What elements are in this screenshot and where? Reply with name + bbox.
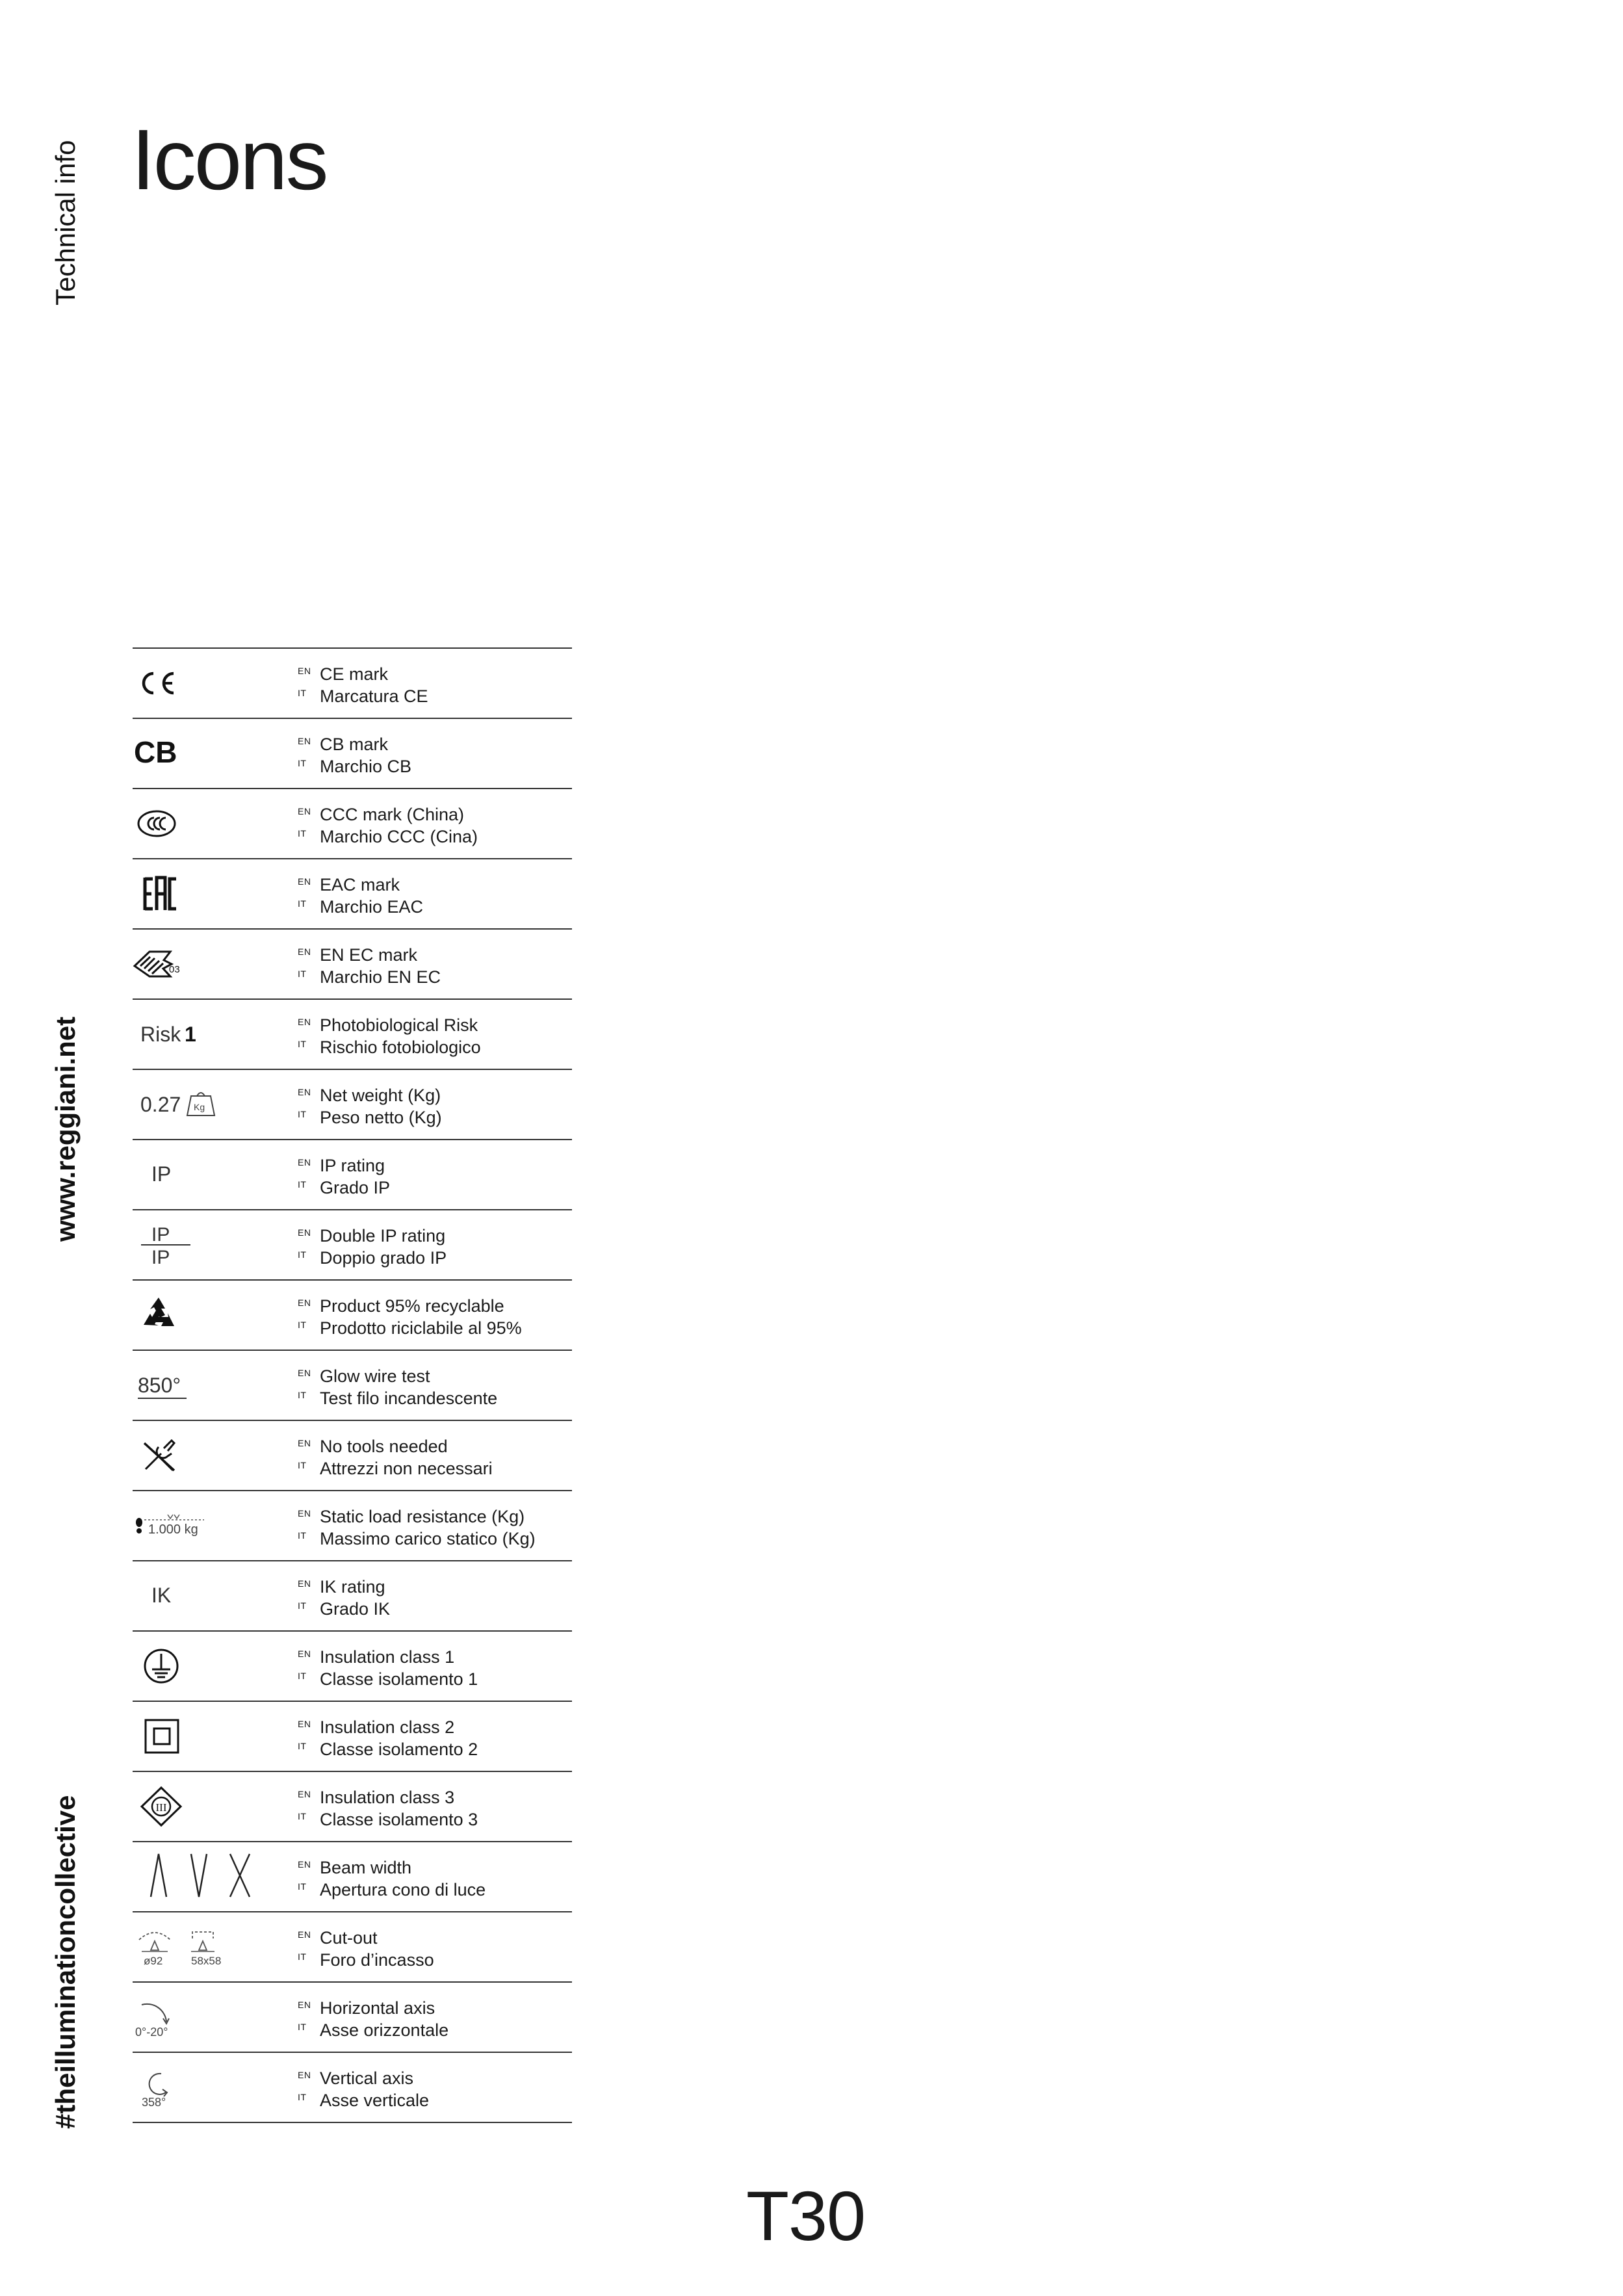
horizontal-axis-icon xyxy=(133,1983,289,2052)
svg-text:0.27: 0.27 xyxy=(140,1093,181,1116)
double-ip-icon xyxy=(133,1210,289,1279)
svg-text:ø92: ø92 xyxy=(144,1955,163,1967)
en-description: CB mark xyxy=(320,735,389,754)
en-description: No tools needed xyxy=(320,1437,448,1456)
it-description: Apertura cono di luce xyxy=(320,1880,486,1899)
legend-row: 850° EN Glow wire test IT Test filo incandescente xyxy=(133,1351,572,1421)
legend-row: 0.27 Kg EN Net weight (Kg) IT Peso netto (Kg) xyxy=(133,1070,572,1140)
legend-row: ø92 58x58 EN Cut-out IT Foro d’incasso xyxy=(133,1912,572,1983)
svg-text:III: III xyxy=(155,1801,167,1814)
ik-icon xyxy=(133,1561,289,1630)
weight-icon xyxy=(133,1070,289,1139)
svg-text:850°: 850° xyxy=(138,1374,181,1397)
svg-text:58x58: 58x58 xyxy=(191,1955,222,1967)
legend-row: 0°-20° EN Horizontal axis IT Asse orizzontale xyxy=(133,1983,572,2053)
page-number: T30 xyxy=(746,2176,866,2255)
en-description: Insulation class 3 xyxy=(320,1788,455,1807)
sidebar-section-label: Technical info xyxy=(50,140,81,306)
svg-text:Risk: Risk xyxy=(140,1023,181,1046)
legend-row: 1.000 kg EN Static load resistance (Kg) IT Massimo carico statico (Kg) xyxy=(133,1491,572,1561)
it-description: Asse orizzontale xyxy=(320,2020,449,2040)
static-load-icon xyxy=(133,1491,289,1560)
en-description: Cut-out xyxy=(320,1928,378,1948)
en-description: Insulation class 2 xyxy=(320,1717,455,1737)
it-description: Grado IK xyxy=(320,1599,391,1619)
it-description: Prodotto riciclabile al 95% xyxy=(320,1318,522,1338)
en-description: EAC mark xyxy=(320,875,400,894)
it-description: Test filo incandescente xyxy=(320,1389,498,1408)
no-tools-icon xyxy=(133,1421,289,1490)
it-description: Asse verticale xyxy=(320,2091,430,2110)
legend-row: EN EAC mark IT Marchio EAC xyxy=(133,859,572,930)
legend-row: CB EN CB mark IT Marchio CB xyxy=(133,719,572,789)
en-description: Net weight (Kg) xyxy=(320,1086,441,1105)
icon-legend-table xyxy=(133,647,572,2123)
en-description: CE mark xyxy=(320,664,389,684)
en-description: Glow wire test xyxy=(320,1366,430,1386)
cut-out-icon xyxy=(133,1912,289,1981)
it-description: Marchio EN EC xyxy=(320,967,441,987)
en-description: Insulation class 1 xyxy=(320,1647,455,1667)
svg-text:0°-20°: 0°-20° xyxy=(135,2026,168,2039)
it-description: Attrezzi non necessari xyxy=(320,1459,493,1478)
it-description: Grado IP xyxy=(320,1178,391,1197)
insulation-class-1-icon xyxy=(133,1632,289,1701)
svg-text:1: 1 xyxy=(185,1023,196,1046)
svg-text:Kg: Kg xyxy=(194,1102,205,1112)
legend-row: IK EN IK rating IT Grado IK xyxy=(133,1561,572,1632)
it-description: Marchio CCC (Cina) xyxy=(320,827,478,846)
it-description: Doppio grado IP xyxy=(320,1248,447,1268)
svg-text:CB: CB xyxy=(134,735,177,769)
svg-text:1.000 kg: 1.000 kg xyxy=(148,1522,198,1537)
en-description: Photobiological Risk xyxy=(320,1015,478,1035)
risk-icon xyxy=(133,1000,289,1069)
svg-text:IP: IP xyxy=(151,1247,170,1268)
cb-mark-icon xyxy=(133,719,289,788)
insulation-class-3-icon xyxy=(133,1772,289,1841)
website-link[interactable]: www.reggiani.net xyxy=(50,1016,81,1242)
svg-text:03: 03 xyxy=(169,964,180,975)
it-description: Marchio CB xyxy=(320,757,412,776)
svg-text:IP: IP xyxy=(151,1162,172,1186)
legend-row: EN CE mark IT Marcatura CE xyxy=(133,649,572,719)
legend-row: 358° EN Vertical axis IT Asse verticale xyxy=(133,2053,572,2123)
en-description: EN EC mark xyxy=(320,945,418,965)
legend-row: EN CCC mark (China) IT Marchio CCC (Cina) xyxy=(133,789,572,859)
en-description: Product 95% recyclable xyxy=(320,1296,504,1316)
ce-mark-icon xyxy=(133,649,289,718)
en-description: IK rating xyxy=(320,1577,385,1597)
legend-row: IP IP EN Double IP rating IT Doppio grado IP xyxy=(133,1210,572,1281)
en-description: CCC mark (China) xyxy=(320,805,465,824)
recycle-icon xyxy=(133,1281,289,1350)
it-description: Massimo carico statico (Kg) xyxy=(320,1529,536,1548)
legend-row: EN No tools needed IT Attrezzi non necessari xyxy=(133,1421,572,1491)
svg-text:IP: IP xyxy=(151,1224,170,1246)
it-description: Marchio EAC xyxy=(320,897,424,917)
beam-width-icon xyxy=(133,1842,289,1911)
svg-text:358°: 358° xyxy=(142,2096,166,2109)
ccc-mark-icon xyxy=(133,789,289,858)
it-description: Rischio fotobiologico xyxy=(320,1037,481,1057)
en-description: Static load resistance (Kg) xyxy=(320,1507,525,1526)
legend-row: EN Product 95% recyclable IT Prodotto riciclabile al 95% xyxy=(133,1281,572,1351)
legend-row: IP EN IP rating IT Grado IP xyxy=(133,1140,572,1210)
legend-row: EN Insulation class 1 IT Classe isolamento 1 xyxy=(133,1632,572,1702)
vertical-axis-icon xyxy=(133,2053,289,2122)
eac-mark-icon xyxy=(133,859,289,928)
it-description: Classe isolamento 3 xyxy=(320,1810,478,1829)
insulation-class-2-icon xyxy=(133,1702,289,1771)
it-description: Marcatura CE xyxy=(320,686,428,706)
svg-text:IK: IK xyxy=(151,1584,172,1607)
it-description: Foro d’incasso xyxy=(320,1950,434,1970)
en-description: Horizontal axis xyxy=(320,1998,435,2018)
it-description: Classe isolamento 1 xyxy=(320,1669,478,1689)
legend-row: EN Beam width IT Apertura cono di luce xyxy=(133,1842,572,1912)
page-title: Icons xyxy=(131,112,327,207)
en-description: Beam width xyxy=(320,1858,412,1877)
en-description: Vertical axis xyxy=(320,2068,414,2088)
glow-wire-icon xyxy=(133,1351,289,1420)
enec-mark-icon xyxy=(133,930,289,998)
en-description: IP rating xyxy=(320,1156,385,1175)
legend-row: 03 EN EN EC mark IT Marchio EN EC xyxy=(133,930,572,1000)
legend-row: Risk 1 EN Photobiological Risk IT Rischio fotobiologico xyxy=(133,1000,572,1070)
it-description: Classe isolamento 2 xyxy=(320,1740,478,1759)
legend-row: III EN Insulation class 3 IT Classe isolamento 3 xyxy=(133,1772,572,1842)
ip-icon xyxy=(133,1140,289,1209)
hashtag-label: #theilluminationcollective xyxy=(50,1795,81,2129)
it-description: Peso netto (Kg) xyxy=(320,1108,442,1127)
en-description: Double IP rating xyxy=(320,1226,446,1246)
legend-row: EN Insulation class 2 IT Classe isolamento 2 xyxy=(133,1702,572,1772)
